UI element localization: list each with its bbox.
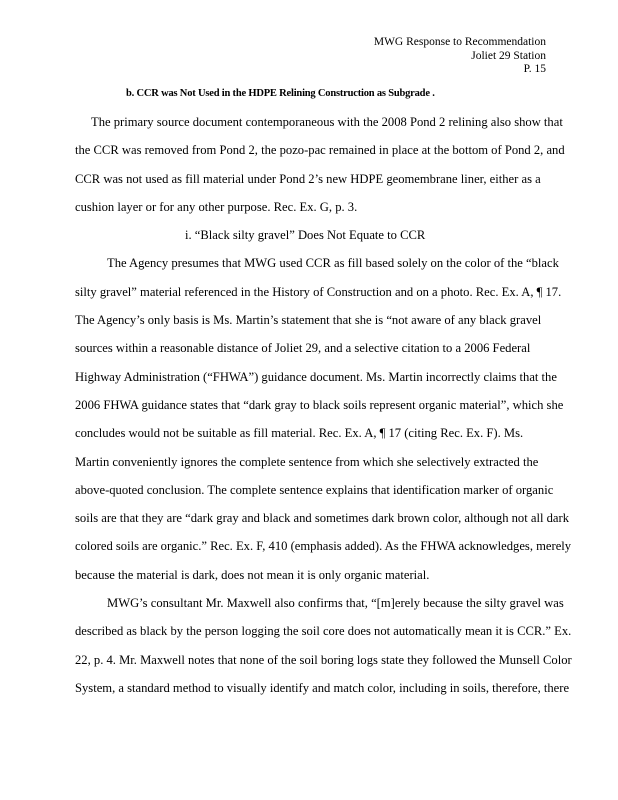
text-line: CCR was not used as fill material under Pond 2’s new HDPE geomembrane liner, either as a <box>75 171 541 186</box>
text-line: 22, p. 4. Mr. Maxwell notes that none of the soil boring logs state they followed the Munsell Color <box>75 652 572 667</box>
subsection-heading: i. “Black silty gravel” Does Not Equate to CCR <box>185 228 426 243</box>
text-line: 2006 FHWA guidance states that “dark gray to black soils represent organic material”, which she <box>75 397 564 412</box>
section-subheading: b. CCR was Not Used in the HDPE Relining Construction as Subgrade . <box>126 88 435 99</box>
text-line: above-quoted conclusion. The complete sentence explains that identification marker of organic <box>75 482 554 497</box>
text-line: colored soils are organic.” Rec. Ex. F, 410 (emphasis added). As the FHWA acknowledges, merely <box>75 539 572 554</box>
text-line: System, a standard method to visually identify and match color, including in soils, therefore, there <box>75 680 570 695</box>
text-line: The Agency’s only basis is Ms. Martin’s statement that she is “not aware of any black gravel <box>75 313 542 328</box>
body-text <box>75 108 603 702</box>
text-line: soils are that they are “dark gray and black and sometimes dark brown color, although not all dark <box>75 511 569 526</box>
text-line: because the material is dark, does not mean it is only organic material. <box>75 567 430 582</box>
text-line: concludes would not be suitable as fill material. Rec. Ex. A, ¶ 17 (citing Rec. Ex. F). Ms. <box>75 426 524 441</box>
header-station: Joliet 29 Station <box>471 49 546 62</box>
page-header <box>374 36 546 77</box>
text-line: cushion layer or for any other purpose. Rec. Ex. G, p. 3. <box>75 199 358 214</box>
text-line: MWG’s consultant Mr. Maxwell also confirms that, “[m]erely because the silty gravel was <box>107 596 564 611</box>
text-line: Martin conveniently ignores the complete sentence from which she selectively extracted the <box>75 454 539 469</box>
text-line: silty gravel” material referenced in the History of Construction and on a photo. Rec. Ex. A, ¶ 17. <box>75 284 562 299</box>
text-line: The Agency presumes that MWG used CCR as fill based solely on the color of the “black <box>107 256 559 271</box>
header-page-number: P. 15 <box>523 63 546 75</box>
text-line: The primary source document contemporaneous with the 2008 Pond 2 relining also show that <box>91 115 563 129</box>
text-line: Highway Administration (“FHWA”) guidance document. Ms. Martin incorrectly claims that the <box>75 369 557 384</box>
text-line: the CCR was removed from Pond 2, the pozo-pac remained in place at the bottom of Pond 2, and <box>75 143 565 158</box>
header-title: MWG Response to Recommendation <box>373 36 546 48</box>
text-line: described as black by the person logging the soil core does not automatically mean it is CCR.” Ex. <box>75 624 572 639</box>
text-line: sources within a reasonable distance of Joliet 29, and a selective citation to a 2006 Federal <box>75 341 531 356</box>
